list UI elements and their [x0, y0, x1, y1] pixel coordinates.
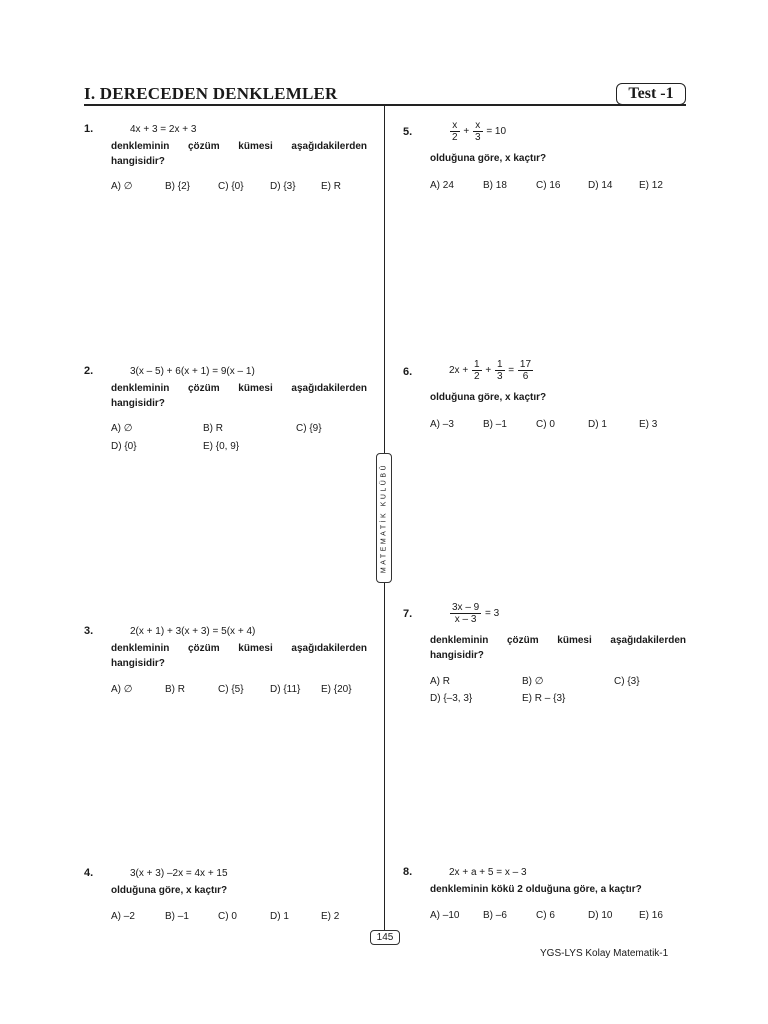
question-7-option-b[interactable]: B) ∅ — [522, 676, 544, 687]
question-8-number: 8. — [403, 866, 413, 878]
question-8-option-d[interactable]: D) 10 — [588, 910, 613, 921]
question-3-equation: 2(x + 1) + 3(x + 3) = 5(x + 4) — [130, 626, 256, 637]
question-4-option-d[interactable]: D) 1 — [270, 911, 289, 922]
question-6-option-a[interactable]: A) –3 — [430, 419, 454, 430]
question-8-option-e[interactable]: E) 16 — [639, 910, 663, 921]
question-8-equation: 2x + a + 5 = x – 3 — [449, 867, 527, 878]
question-3-option-b[interactable]: B) R — [165, 684, 185, 695]
question-5-frac-2-num: x — [473, 120, 483, 132]
question-2-number: 2. — [84, 365, 94, 377]
question-4-option-a[interactable]: A) –2 — [111, 911, 135, 922]
question-7-frac-den: x – 3 — [454, 614, 477, 625]
question-6-frac-1-den: 2 — [473, 371, 480, 382]
question-5-number: 5. — [403, 126, 413, 138]
question-8-option-b[interactable]: B) –6 — [483, 910, 507, 921]
question-1-option-a[interactable]: A) ∅ — [111, 181, 133, 192]
question-7-option-a[interactable]: A) R — [430, 676, 450, 687]
test-label: Test -1 — [616, 83, 686, 105]
footer-book-title: YGS-LYS Kolay Matematik-1 — [540, 948, 669, 959]
question-3-option-e[interactable]: E) {20} — [321, 684, 352, 695]
question-6-number: 6. — [403, 366, 413, 378]
question-6-frac-2-num: 1 — [496, 359, 503, 370]
question-7-prompt: denkleminin çözüm kümesi aşağıdakilerden hangisidir? — [430, 635, 686, 661]
question-4-equation: 3(x + 3) –2x = 4x + 15 — [130, 868, 228, 879]
question-7-option-c[interactable]: C) {3} — [614, 676, 640, 687]
question-5-option-e[interactable]: E) 12 — [639, 180, 663, 191]
question-6-option-c[interactable]: C) 0 — [536, 419, 555, 430]
question-1-option-b[interactable]: B) {2} — [165, 181, 191, 192]
sidebar-label-box — [376, 453, 392, 583]
question-1-number: 1. — [84, 123, 94, 135]
question-1-equation: 4x + 3 = 2x + 3 — [130, 124, 197, 135]
question-3-prompt: denkleminin çözüm kümesi aşağıdakilerden hangisidir? — [111, 643, 367, 669]
question-7-option-d[interactable]: D) {–3, 3} — [430, 693, 473, 704]
question-5-option-c[interactable]: C) 16 — [536, 180, 561, 191]
question-5-equation — [449, 120, 506, 143]
question-6-equals: = — [508, 365, 515, 377]
question-3-option-d[interactable]: D) {11} — [270, 684, 301, 695]
question-4-option-b[interactable]: B) –1 — [165, 911, 189, 922]
question-2-prompt: denkleminin çözüm kümesi aşağıdakilerden hangisidir? — [111, 383, 367, 409]
question-6-equation — [449, 359, 534, 382]
sidebar-label: MATEMATİK KULÜBÜ — [380, 462, 388, 574]
question-5-option-a[interactable]: A) 24 — [430, 180, 454, 191]
question-4-number: 4. — [84, 867, 94, 879]
question-7-fraction — [450, 602, 481, 625]
question-6-fraction-2 — [495, 359, 505, 382]
question-6-frac-3-den: 6 — [522, 371, 529, 382]
page-title: I. DERECEDEN DENKLEMLER — [84, 84, 338, 103]
question-2-option-b[interactable]: B) R — [203, 423, 223, 434]
question-5-prompt: olduğuna göre, x kaçtır? — [430, 153, 547, 164]
question-5-option-b[interactable]: B) 18 — [483, 180, 507, 191]
question-3-option-a[interactable]: A) ∅ — [111, 684, 133, 695]
question-6-option-d[interactable]: D) 1 — [588, 419, 607, 430]
question-6-fraction-3 — [518, 359, 533, 382]
question-8-option-c[interactable]: C) 6 — [536, 910, 555, 921]
question-5-frac-1-den: 2 — [452, 132, 458, 143]
question-6-frac-1-num: 1 — [473, 359, 480, 370]
header-rule — [84, 104, 686, 106]
question-2-option-d[interactable]: D) {0} — [111, 441, 137, 452]
question-1-option-d[interactable]: D) {3} — [270, 181, 296, 192]
question-7-option-e[interactable]: E) R – {3} — [522, 693, 566, 704]
question-6-option-b[interactable]: B) –1 — [483, 419, 507, 430]
question-5-option-d[interactable]: D) 14 — [588, 180, 613, 191]
question-4-prompt: olduğuna göre, x kaçtır? — [111, 885, 228, 896]
question-5-rhs: = 10 — [486, 126, 507, 138]
question-6-plus: + — [485, 365, 492, 377]
question-4-option-e[interactable]: E) 2 — [321, 911, 340, 922]
page-number: 145 — [370, 930, 400, 945]
question-6-frac-2-den: 3 — [496, 371, 503, 382]
question-2-option-c[interactable]: C) {9} — [296, 423, 322, 434]
question-1-option-e[interactable]: E) R — [321, 181, 341, 192]
question-5-plus: + — [463, 126, 470, 138]
question-7-number: 7. — [403, 608, 413, 620]
question-5-fraction-2 — [473, 120, 483, 143]
question-7-rhs: = 3 — [485, 608, 500, 620]
question-5-frac-1-num: x — [450, 120, 460, 132]
question-2-equation: 3(x – 5) + 6(x + 1) = 9(x – 1) — [130, 366, 255, 377]
question-5-frac-2-den: 3 — [474, 132, 481, 143]
question-2-option-a[interactable]: A) ∅ — [111, 423, 133, 434]
question-1-prompt: denkleminin çözüm kümesi aşağıdakilerden hangisidir? — [111, 141, 367, 167]
question-6-frac-3-num: 17 — [519, 359, 532, 370]
question-6-option-e[interactable]: E) 3 — [639, 419, 658, 430]
question-3-number: 3. — [84, 625, 94, 637]
question-8-prompt: denkleminin kökü 2 olduğuna göre, a kaçtır? — [430, 884, 642, 895]
question-6-prompt: olduğuna göre, x kaçtır? — [430, 392, 547, 403]
question-3-option-c[interactable]: C) {5} — [218, 684, 244, 695]
question-4-option-c[interactable]: C) 0 — [218, 911, 237, 922]
question-7-frac-num: 3x – 9 — [452, 602, 480, 613]
question-8-option-a[interactable]: A) –10 — [430, 910, 460, 921]
question-6-fraction-1 — [472, 359, 482, 382]
question-2-option-e[interactable]: E) {0, 9} — [203, 441, 240, 452]
question-6-lead: 2x + — [449, 365, 469, 377]
question-5-fraction-1 — [450, 120, 460, 143]
question-1-option-c[interactable]: C) {0} — [218, 181, 244, 192]
question-7-equation — [449, 602, 499, 625]
